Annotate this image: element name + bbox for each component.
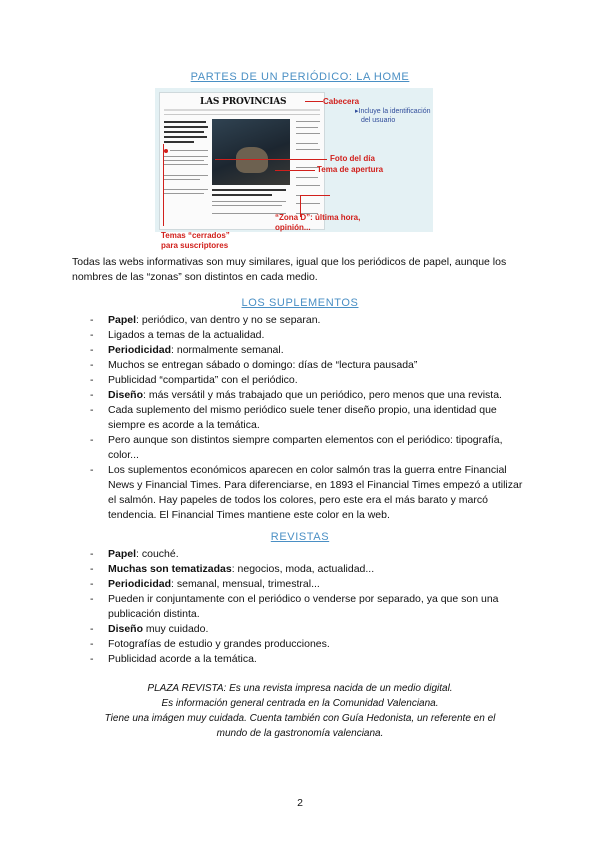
list-item-text: Cada suplemento del mismo periódico suele tener diseño propio, una identidad que siempre es acorde a la temática. <box>108 404 497 431</box>
list-item <box>72 358 532 373</box>
section-title-revistas: REVISTAS <box>270 531 330 543</box>
text-line <box>164 160 204 161</box>
list-item-keyword: Diseño <box>108 623 144 635</box>
bullet-dash: - <box>90 344 94 356</box>
list-item-text: Muchos se entregan sábado o domingo: días de “lectura pausada” <box>108 359 418 371</box>
bullet-dash: - <box>90 653 94 665</box>
homepage-figure <box>155 88 433 252</box>
list-item-keyword: Periodicidad <box>108 344 172 356</box>
bullet-dash: - <box>90 434 94 446</box>
callout-connector <box>305 101 323 102</box>
plaza-line: PLAZA REVISTA: Es una revista impresa nacida de un medio digital. <box>147 683 453 694</box>
callout-temas-cerrados-2: para suscriptores <box>161 241 229 250</box>
bullet-dash: - <box>90 578 94 590</box>
callout-foto-dia: Foto del día <box>330 154 375 163</box>
list-item-keyword: Papel <box>108 314 137 326</box>
callout-cabecera-note-1: ▸Incluye la identificación <box>355 108 431 115</box>
bullet-dash: - <box>90 404 94 416</box>
list-item <box>72 562 532 577</box>
list-item-text: : periódico, van dentro y no se separan. <box>136 314 321 326</box>
bullet-dash: - <box>90 329 94 341</box>
list-item <box>72 313 532 328</box>
list-item-text: : semanal, mensual, trimestral... <box>171 578 320 590</box>
list-item <box>72 388 532 403</box>
bullet-dash: - <box>90 548 94 560</box>
list-item-text: Fotografías de estudio y grandes producciones. <box>108 638 330 650</box>
list-item-text: Ligados a temas de la actualidad. <box>108 329 265 341</box>
section-title-suplementos: LOS SUPLEMENTOS <box>241 297 359 309</box>
callout-connector <box>215 159 327 160</box>
list-item <box>72 577 532 592</box>
list-item-keyword: Muchas son tematizadas <box>108 563 232 575</box>
list-item <box>72 637 532 652</box>
headline-line <box>164 121 206 123</box>
list-item-text: : más versátil y más trabajado que un periódico, pero menos que una revista. <box>143 389 502 401</box>
callout-cabecera-note-2: del usuario <box>361 117 396 124</box>
list-item-text: : negocios, moda, actualidad... <box>231 563 375 575</box>
list-item-text: : normalmente semanal. <box>171 344 284 356</box>
opening-headline-line <box>212 194 272 196</box>
text-line <box>164 164 208 165</box>
text-line <box>296 149 320 150</box>
list-item <box>72 433 532 463</box>
list-item <box>72 652 532 667</box>
list-item-text: Pueden ir conjuntamente con el periódico o venderse por separado, ya que son una publicación distinta. <box>108 593 499 620</box>
text-line <box>296 121 320 122</box>
callout-connector <box>275 170 315 171</box>
list-item-text: Los suplementos económicos aparecen en color salmón tras la guerra entre Financial News y Financial Times. Para diferenciarse, en 1893 el Financial Times empezó a utilizar el salmón. Hay papeles de todos los colores, pero este era el más barato y marcó tendencia. El Financial Times mantiene este color en la web. <box>108 464 523 521</box>
bullet-dash: - <box>90 464 94 476</box>
suplementos-list <box>72 313 532 523</box>
nav-divider <box>164 114 320 115</box>
list-item-text: muy cuidado. <box>143 623 209 635</box>
text-line <box>164 175 208 176</box>
intro-paragraph: Todas las webs informativas son muy similares, igual que los periódicos de papel, aunque los nombres de las “zonas” son distintos en cada medio. <box>72 256 507 283</box>
plaza-line: Es información general centrada en la Comunidad Valenciana. <box>161 698 439 709</box>
nav-bar <box>164 109 320 111</box>
list-item <box>72 547 532 562</box>
list-item-keyword: Diseño <box>108 389 144 401</box>
list-item <box>72 463 532 523</box>
list-item <box>72 622 532 637</box>
plaza-line: Tiene una imágen muy cuidada. Cuenta también con Guía Hedonista, un referente en el <box>104 713 496 724</box>
headline-line <box>164 136 207 138</box>
plaza-revista-note <box>60 681 540 741</box>
text-line <box>296 127 318 128</box>
list-item <box>72 373 532 388</box>
headline-line <box>164 131 204 133</box>
list-item <box>72 592 532 622</box>
bullet-dash: - <box>90 314 94 326</box>
callout-connector <box>163 144 164 226</box>
page-number: 2 <box>297 797 303 809</box>
list-item <box>72 343 532 358</box>
text-line <box>170 150 208 151</box>
list-item <box>72 328 532 343</box>
callout-tema-apertura: Tema de apertura <box>317 165 384 174</box>
text-line <box>296 133 320 134</box>
plaza-line: mundo de la gastronomía valenciana. <box>216 728 384 739</box>
text-line <box>296 185 320 186</box>
text-line <box>164 193 204 194</box>
bullet-dash: - <box>90 359 94 371</box>
callout-cabecera: Cabecera <box>323 97 360 106</box>
text-line <box>164 156 208 157</box>
bullet-dash: - <box>90 638 94 650</box>
text-line <box>164 179 200 180</box>
text-line <box>296 177 318 178</box>
text-line <box>296 143 318 144</box>
opening-headline-line <box>212 189 286 191</box>
list-item-text: Publicidad “compartida” con el periódico. <box>108 374 298 386</box>
headline-line <box>164 141 194 143</box>
callout-connector <box>300 195 330 196</box>
list-item <box>72 403 532 433</box>
text-line <box>164 189 208 190</box>
locked-marker <box>164 149 168 153</box>
list-item-text: Publicidad acorde a la temática. <box>108 653 257 665</box>
callout-zona-d-2: opinión... <box>275 223 311 232</box>
bullet-dash: - <box>90 374 94 386</box>
callout-zona-d-1: “Zona D”: última hora, <box>275 213 361 222</box>
callout-temas-cerrados-1: Temas “cerrados” <box>161 231 230 240</box>
list-item-keyword: Papel <box>108 548 137 560</box>
revistas-list <box>72 547 532 667</box>
site-logo: LAS PROVINCIAS <box>200 97 287 107</box>
text-line <box>212 205 282 206</box>
photo-of-the-day <box>212 119 290 185</box>
section-title-home: PARTES DE UN PERIÓDICO: LA HOME <box>190 71 410 83</box>
bullet-dash: - <box>90 623 94 635</box>
homepage-screenshot <box>155 88 433 232</box>
bullet-dash: - <box>90 389 94 401</box>
list-item-text: Pero aunque son distintos siempre comparten elementos con el periódico: tipografía, color... <box>108 434 503 461</box>
list-item-keyword: Periodicidad <box>108 578 172 590</box>
list-item-text: : couché. <box>136 548 179 560</box>
headline-line <box>164 126 208 128</box>
text-line <box>212 201 286 202</box>
bullet-dash: - <box>90 563 94 575</box>
bullet-dash: - <box>90 593 94 605</box>
